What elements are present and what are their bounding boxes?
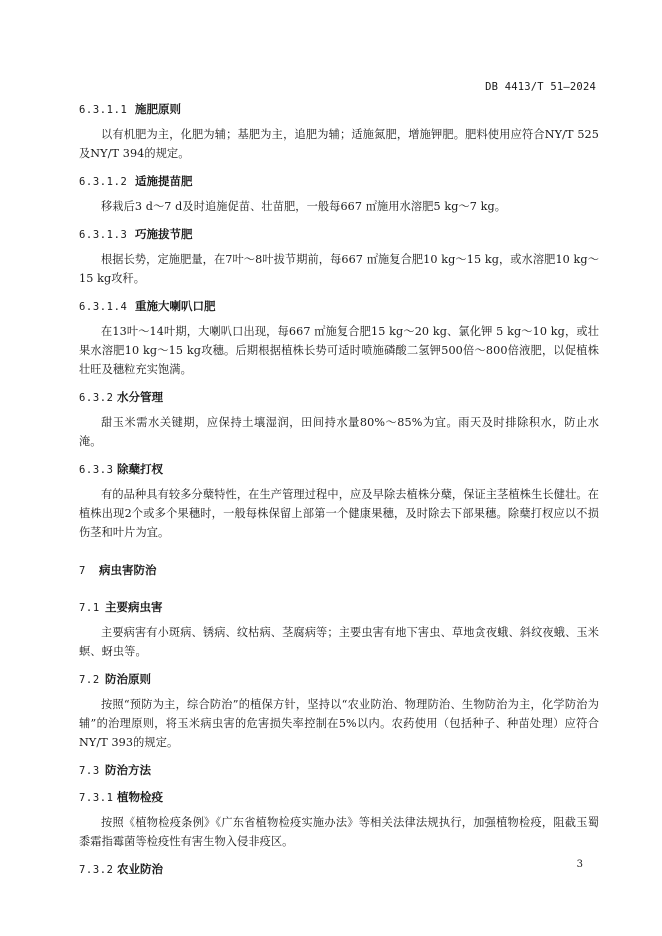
heading-number: 6.3.1.3	[79, 229, 128, 241]
heading-number: 7.1	[79, 602, 100, 614]
heading-title: 施肥原则	[135, 102, 181, 116]
paragraph-seedling-fertilizer: 移栽后3 d～7 d及时追施促苗、壮苗肥，一般每667 ㎡施用水溶肥5 kg～7 kg。	[101, 200, 507, 213]
heading-number: 6.3.3	[79, 464, 114, 476]
page-number: 3	[576, 859, 583, 870]
heading-number: 7	[79, 565, 86, 577]
heading-title: 主要病虫害	[105, 600, 163, 614]
document-code-header: DB 4413/T 51—2024	[485, 81, 596, 93]
heading-title: 除蘖打杈	[117, 462, 163, 476]
heading-7-3-2	[79, 861, 599, 878]
heading-7	[79, 562, 599, 579]
heading-7-3	[79, 762, 599, 779]
paragraph-control-principle: 按照“预防为主，综合防治”的植保方针，坚持以“农业防治、物理防治、生物防治为主，化学防治为辅”的治理原则，将玉米病虫害的危害损失率控制在5%以内。农药使用（包括种子、种苗处理）应符合NY/T 393的规定。	[79, 698, 599, 749]
heading-6-3-1-4	[79, 298, 599, 315]
document-body	[79, 101, 599, 878]
paragraph-trumpet-stage-fertilizer: 在13叶～14叶期，大喇叭口出现，每667 ㎡施复合肥15 kg～20 kg、氯化钾 5 kg～10 kg，或壮果水溶肥10 kg～15 kg攻穗。后期根据植株长势可适时喷施磷酸二氢钾500倍～800倍液肥，以促植株壮旺及穗粒充实饱满。	[79, 325, 599, 376]
heading-6-3-3	[79, 461, 599, 478]
heading-7-2	[79, 671, 599, 688]
heading-title: 重施大喇叭口肥	[135, 299, 216, 313]
heading-title: 防治原则	[105, 672, 151, 686]
heading-6-3-2	[79, 389, 599, 406]
heading-title: 巧施拔节肥	[135, 227, 193, 241]
heading-number: 6.3.1.1	[79, 104, 128, 116]
heading-number: 6.3.1.2	[79, 176, 128, 188]
heading-title: 农业防治	[117, 862, 163, 876]
heading-title: 植物检疫	[117, 790, 163, 804]
paragraph-water-management: 甜玉米需水关键期，应保持土壤湿润，田间持水量80%～85%为宜。雨天及时排除积水，防止水淹。	[79, 416, 599, 448]
heading-6-3-1-3	[79, 226, 599, 243]
heading-number: 6.3.1.4	[79, 301, 128, 313]
heading-number: 7.3.1	[79, 792, 114, 804]
paragraph-fertilizer-principle: 以有机肥为主，化肥为辅；基肥为主，追肥为辅；适施氮肥，增施钾肥。肥料使用应符合NY/T 525及NY/T 394的规定。	[79, 128, 599, 160]
heading-title: 防治方法	[105, 763, 151, 777]
heading-7-3-1	[79, 789, 599, 806]
heading-title: 病虫害防治	[99, 563, 157, 577]
heading-number: 7.2	[79, 674, 100, 686]
heading-number: 7.3	[79, 765, 100, 777]
heading-6-3-1-1	[79, 101, 599, 118]
paragraph-main-pests: 主要病害有小斑病、锈病、纹枯病、茎腐病等；主要虫害有地下害虫、草地贪夜蛾、斜纹夜蛾、玉米螟、蚜虫等。	[79, 626, 599, 658]
heading-title: 水分管理	[117, 390, 163, 404]
paragraph-jointing-fertilizer: 根据长势，定施肥量，在7叶～8叶拔节期前，每667 ㎡施复合肥10 kg～15 kg，或水溶肥10 kg～15 kg攻秆。	[79, 253, 599, 285]
heading-7-1	[79, 599, 599, 616]
heading-title: 适施提苗肥	[135, 174, 193, 188]
heading-6-3-1-2	[79, 173, 599, 190]
heading-number: 7.3.2	[79, 864, 114, 876]
heading-number: 6.3.2	[79, 392, 114, 404]
paragraph-tiller-removal: 有的品种具有较多分蘖特性，在生产管理过程中，应及早除去植株分蘖，保证主茎植株生长健壮。在植株出现2个或多个果穗时，一般每株保留上部第一个健康果穗，及时除去下部果穗。除蘖打杈应以不损伤茎和叶片为宜。	[79, 488, 599, 539]
paragraph-plant-quarantine: 按照《植物检疫条例》《广东省植物检疫实施办法》等相关法律法规执行，加强植物检疫，阻截玉蜀黍霜指霉菌等检疫性有害生物入侵非疫区。	[79, 816, 599, 848]
